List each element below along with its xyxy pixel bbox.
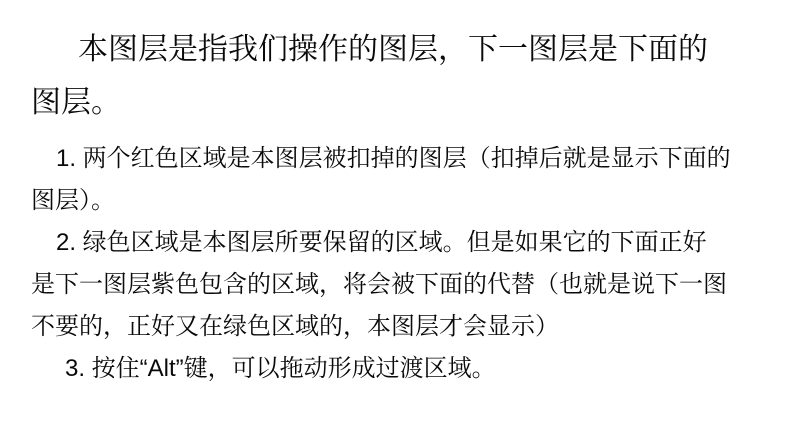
item2-line-1: 2. 绿色区域是本图层所要保留的区域。但是如果它的下面正好 <box>56 229 707 256</box>
paragraph-item-3 <box>31 348 780 390</box>
paragraph-item-1 <box>31 138 780 222</box>
item3-line-1: 3. 按住“Alt”键，可以拖动形成过渡区域。 <box>65 355 496 382</box>
item2-line-2: 是下一图层紫色包含的区域，将会被下面的代替（也就是说下一图 <box>31 271 727 298</box>
item1-line-2: 图层）。 <box>31 187 115 214</box>
title-line-2: 图层。 <box>31 86 121 119</box>
item1-line-1: 1. 两个红色区域是本图层被扣掉的图层（扣掉后就是显示下面的 <box>56 145 731 172</box>
paragraph-item-2 <box>31 222 780 348</box>
title-line-1: 本图层是指我们操作的图层，下一图层是下面的 <box>78 33 708 66</box>
item2-line-3: 不要的，正好又在绿色区域的，本图层才会显示） <box>31 313 559 340</box>
document-title <box>31 23 780 129</box>
